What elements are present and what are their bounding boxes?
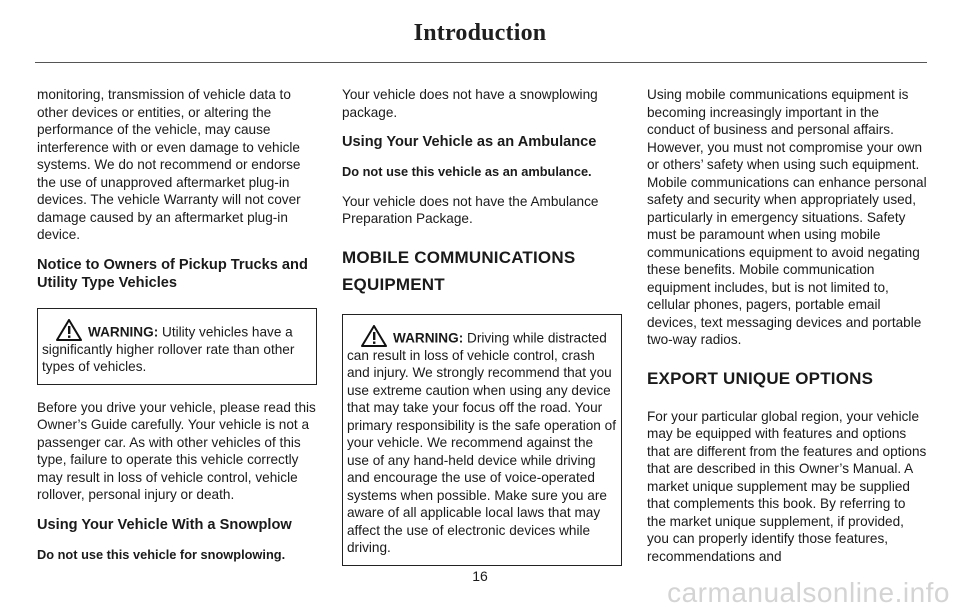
warning-text: Utility vehicles have a significantly higher rollover rate than other types of vehicles. — [42, 324, 295, 374]
paragraph: monitoring, transmission of vehicle data to other devices or entities, or altering the performance of the vehicle, may cause interference with or even damage to vehicle systems. We do not recommend or endorse the use of unapproved aftermarket plug-in devices. The vehicle Warranty will not cover damage caused by an aftermarket plug-in device. — [37, 87, 301, 242]
chapter-heading — [342, 244, 622, 298]
chapter-heading-line-2: EQUIPMENT — [342, 274, 445, 294]
chapter-heading-line-1: MOBILE COMMUNICATIONS — [342, 247, 576, 267]
paragraph: Your vehicle does not have a snowplowing package. — [342, 87, 598, 120]
paragraph: Using mobile communications equipment is becoming increasingly important in the conduct of business and personal affairs. However, you must not compromise your own or others’ safety when using such equipment. Mobile communications can enhance personal safety and security when appropriately used, particularly in emergency situations. Safety must be paramount when using mobile communications equipment to avoid negating these benefits. Mobile communication equipment includes, but is not limited to, cellular phones, pagers, portable email devices, text messaging devices and portable two-way radios. — [647, 87, 927, 347]
paragraph: Your vehicle does not have the Ambulance Preparation Package. — [342, 193, 599, 226]
page-number: 16 — [472, 568, 488, 584]
warning-box — [37, 308, 317, 385]
bold-instruction: Do not use this vehicle as an ambulance. — [342, 164, 592, 179]
warning-triangle-icon — [56, 319, 82, 341]
column-3 — [647, 86, 927, 575]
warning-text: Driving while distracted can result in loss of vehicle control, crash and injury. We strongly recommend that you use extreme caution when using any device that may take your focus off the road. Your primary responsibility is the safe operation of your vehicle. We recommend against the use of any hand-held device while driving and encourage the use of voice-operated systems when possible. Make sure you are aware of all applicable local laws that may affect the use of electronic devices while driving. — [347, 330, 616, 555]
warning-label: WARNING: — [88, 324, 159, 339]
section-heading: Using Your Vehicle With a Snowplow — [37, 516, 292, 533]
warning-label: WARNING: — [393, 330, 464, 345]
warning-triangle-icon — [361, 325, 387, 347]
section-heading: Notice to Owners of Pickup Trucks and Utility Type Vehicles — [37, 256, 308, 291]
column-1 — [37, 86, 317, 575]
watermark: carmanualsonline.info — [667, 577, 950, 608]
paragraph: For your particular global region, your vehicle may be equipped with features and options that are different from the features and options that are described in this Owner’s Manual. A market unique supplement may be supplied that complements this book. By referring to the market unique supplement, if provided, you can properly identify those features, recommendations and — [647, 408, 927, 564]
section-heading: Using Your Vehicle as an Ambulance — [342, 134, 597, 150]
header-divider — [35, 62, 927, 63]
bold-instruction: Do not use this vehicle for snowplowing. — [37, 546, 286, 562]
warning-box — [342, 314, 622, 566]
chapter-heading: EXPORT UNIQUE OPTIONS — [647, 368, 874, 388]
page-title: Introduction — [413, 20, 547, 46]
column-2 — [342, 86, 622, 580]
paragraph: Before you drive your vehicle, please read this Owner’s Guide carefully. Your vehicle is not a passenger car. As with other vehicles of this type, failure to operate this vehicle correctly may result in loss of vehicle control, vehicle rollover, personal injury or death. — [37, 399, 316, 502]
